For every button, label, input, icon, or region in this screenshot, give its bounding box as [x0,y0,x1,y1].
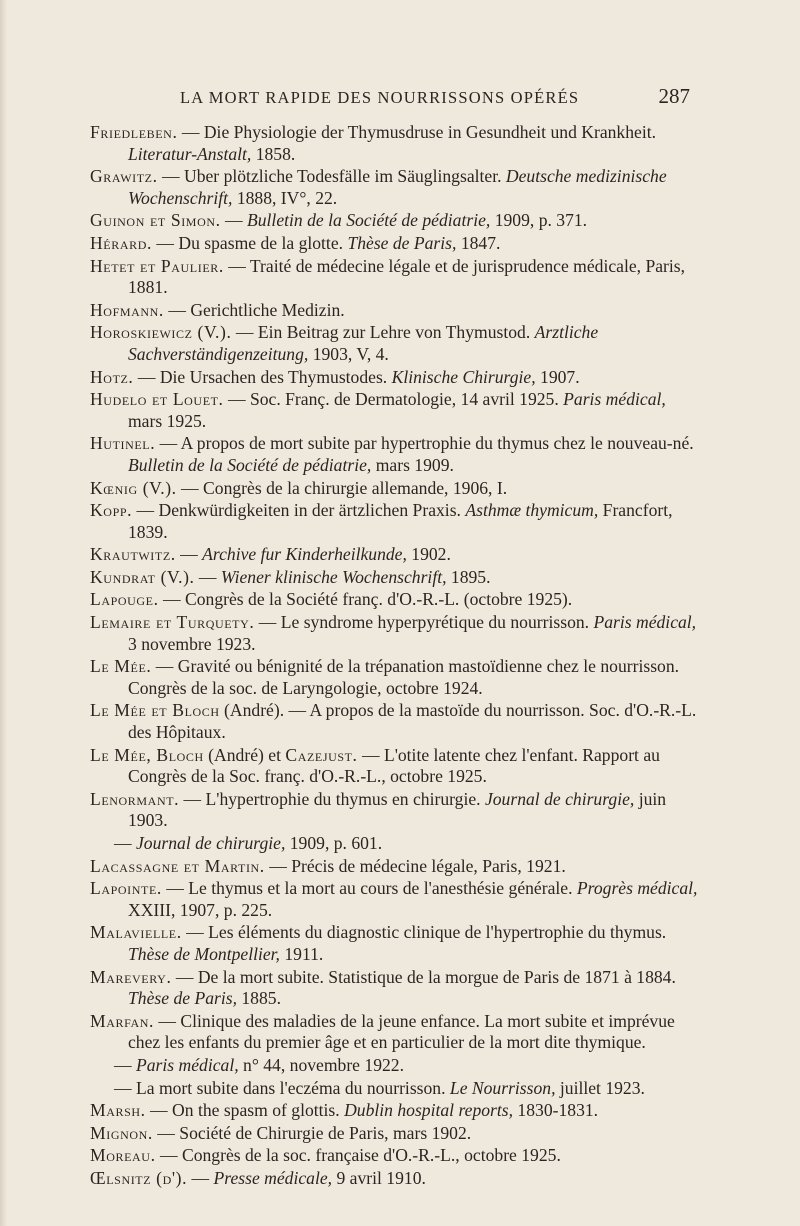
entry-details: 1911. [279,943,324,964]
bibliography-entry [90,1168,698,1190]
entry-title: Dublin hospital reports, [344,1100,514,1121]
entry-title: Paris médical, [593,612,697,633]
entry-title: Thèse de Paris, [128,988,237,1009]
entry-title: Arztliche Sachverständigenzeitung, [128,322,599,364]
entry-text: (André). — A propos de la mastoïde du nourrisson. Soc. d'O.-R.-L. des Hôpitaux. [128,700,697,743]
entry-author: Le Mée, Bloch [90,744,204,765]
entry-details: juin 1903. [128,788,667,831]
bibliography-entry [90,967,698,1010]
entry-title: Deutsche medizinische Wochenschrift, [128,166,667,208]
entry-title: Paris médical, [563,389,666,410]
entry-text: — [194,566,221,587]
bibliography-entry [90,233,698,255]
bibliography-entry [90,1011,698,1054]
entry-details: 1907. [535,366,580,387]
running-title: LA MORT RAPIDE DES NOURRISSONS OPÉRÉS [180,88,580,107]
entry-author: Hetet et Paulier. [90,255,224,276]
entry-text: — Les éléments du diagnostic clinique de l'hypertrophie du thymus. [181,922,667,943]
entry-details: Francfort, 1839. [128,500,673,542]
entry-text: — Traité de médecine légale et de jurisprudence médicale, Paris, 1881. [128,255,686,298]
entry-text: — Uber plötzliche Todesfälle im Säuglingsalter. [157,166,506,187]
entry-title: Archive fur Kinderheilkunde, [202,544,407,565]
entry-author: Le Mée et Bloch [90,700,220,721]
entry-author: Malavielle. [90,922,182,943]
page-binding-edge [0,0,7,1226]
entry-title: Paris médical, [136,1054,239,1075]
bibliography-entry [90,478,698,500]
entry-text: — [114,1054,136,1075]
entry-author: Hotz. [90,366,134,387]
entry-details: mars 1925. [128,410,207,431]
entry-title: Wiener klinische Wochenschrift, [220,566,447,587]
entry-details: 1858. [251,143,296,164]
page-number: 287 [658,84,690,108]
entry-author: Lapouge. [90,589,159,610]
entry-details: 1895. [446,566,491,587]
entry-text: — [175,544,203,565]
entry-title: Asthmæ thymicum, [465,500,599,521]
bibliography-list [90,122,698,1191]
entry-author: Lacassagne et Martin. [90,855,265,876]
entry-title: Bulletin de la Société de pédiatrie, [128,454,372,475]
entry-text: — Précis de médecine légale, Paris, 1921. [264,855,566,876]
entry-title: Thèse de Montpellier, [128,943,280,964]
bibliography-entry [90,745,698,788]
entry-details: 1847. [456,232,501,253]
entry-details: 1888, IV°, 22. [232,187,338,208]
entry-title: Le Nourrisson, [449,1077,556,1098]
bibliography-entry [90,1123,698,1145]
entry-text: — L'hypertrophie du thymus en chirurgie. [179,788,485,809]
entry-text: — Du spasme de la glotte. [151,232,348,253]
entry-text: — Gravité ou bénignité de la trépanation mastoïdienne chez le nourrisson. Congrès de la soc. de Laryngologie, octobre 1924. [128,656,680,698]
entry-title: Literatur-Anstalt, [128,143,252,164]
entry-text: — [187,1167,214,1188]
entry-title: Klinische Chirurgie, [391,366,536,387]
entry-author: Grawitz. [90,166,158,187]
bibliography-entry [90,166,698,209]
entry-details: 1902. [406,544,451,565]
entry-author: Hofmann. [90,299,164,320]
page-header [180,84,690,114]
entry-title: Progrès médical, [576,878,698,899]
entry-text: — De la mort subite. Statistique de la morgue de Paris de 1871 à 1884. [171,966,676,987]
entry-details: XXIII, 1907, p. 225. [128,899,273,920]
bibliography-entry [90,878,698,921]
entry-author: Le Mée. [90,656,152,677]
bibliography-entry [90,856,698,878]
entry-text: — Gerichtliche Medizin. [163,299,345,320]
entry-text: — La mort subite dans l'eczéma du nourrisson. [114,1077,450,1098]
bibliography-entry [90,1055,698,1077]
entry-author: Marfan. [90,1010,155,1031]
entry-author: Mignon. [90,1122,153,1143]
bibliography-entry [90,1100,698,1122]
entry-text: — Soc. Franç. de Dermatologie, 14 avril 1925. [223,389,564,410]
bibliography-entry [90,544,698,566]
entry-text: — Le syndrome hyperpyrétique du nourrisson. [254,612,594,633]
entry-details: 1909, p. 371. [490,210,588,231]
bibliography-entry [90,122,698,165]
entry-author: Lenormant. [90,788,180,809]
entry-details: 3 novembre 1923. [128,633,256,654]
entry-details: n° 44, novembre 1922. [238,1054,404,1075]
entry-text: — Denkwürdigkeiten in der ärtzlichen Praxis. [132,500,466,521]
bibliography-entry [90,389,698,432]
bibliography-entry [90,612,698,655]
entry-author: Hudelo et Louet. [90,389,224,410]
entry-text: — L'otite latente chez l'enfant. Rapport au Congrès de la Soc. franç. d'O.-R.-L., octobre 1925. [128,744,660,787]
bibliography-entry [90,1078,698,1100]
entry-text: — Die Physiologie der Thymusdruse in Gesundheit und Krankheit. [177,122,657,142]
bibliography-entry [90,589,698,611]
entry-details: 1830-1831. [513,1100,599,1121]
entry-details: 9 avril 1910. [332,1167,426,1188]
entry-details: mars 1909. [371,454,454,475]
entry-author: Lapointe. [90,878,162,899]
bibliography-entry [90,567,698,589]
entry-author: Hérard. [90,232,152,253]
bibliography-entry [90,1145,698,1167]
bibliography-entry [90,433,698,476]
bibliography-entry [90,656,698,699]
entry-title: Presse médicale, [213,1167,333,1188]
bibliography-entry [90,700,698,743]
entry-title: Journal de chirurgie, [136,833,286,853]
entry-author: Lemaire et Turquety. [90,612,255,633]
entry-text: (André) et [203,744,286,765]
entry-title: Thèse de Paris, [347,232,457,253]
entry-details: 1885. [236,988,281,1009]
entry-author: Moreau. [90,1145,156,1166]
entry-author: Kundrat (V.). [90,566,195,587]
entry-author: Guinon et Simon. [90,210,221,231]
entry-title: Journal de chirurgie, [484,788,635,809]
entry-text: — Congrès de la chirurgie allemande, 1906, I. [176,477,508,498]
entry-text: — Congrès de la soc. française d'O.-R.-L., octobre 1925. [155,1145,561,1166]
entry-details: 1903, V, 4. [308,343,389,364]
entry-text: — Société de Chirurgie de Paris, mars 1902. [152,1122,472,1143]
entry-author: Friedleben. [90,122,178,142]
entry-text: — Ein Beitrag zur Lehre von Thymustod. [231,322,535,343]
bibliography-entry [90,210,698,232]
entry-text: — [114,833,136,853]
bibliography-entry [90,256,698,299]
bibliography-entry [90,367,698,389]
entry-text: — Le thymus et la mort au cours de l'anesthésie générale. [161,878,577,899]
entry-text: — Clinique des maladies de la jeune enfance. La mort subite et imprévue chez les enfants du premier âge et en particulier de la mort dite thymique. [128,1010,675,1053]
bibliography-entry [90,833,698,855]
entry-author: Marsh. [90,1100,146,1121]
entry-author: Krautwitz. [90,544,176,565]
entry-text: — [220,210,247,231]
entry-author: Kopp. [90,500,133,521]
entry-author: Kœnig (V.). [90,477,177,498]
bibliography-entry [90,922,698,965]
entry-author: Horoskiewicz (V.). [90,322,232,343]
bibliography-entry [90,789,698,832]
entry-text: — A propos de mort subite par hypertrophie du thymus chez le nouveau-né. [155,433,694,454]
bibliography-entry [90,322,698,365]
entry-text: — Die Ursachen des Thymustodes. [133,366,392,387]
entry-author: Cazejust. [285,744,358,765]
entry-author: Œlsnitz (d'). [90,1167,188,1188]
entry-text: — Congrès de la Société franç. d'O.-R.-L. (octobre 1925). [158,589,573,610]
entry-text: — On the spasm of glottis. [145,1100,345,1121]
entry-author: Marevery. [90,966,172,987]
bibliography-entry [90,500,698,543]
entry-details: juillet 1923. [555,1077,645,1098]
entry-author: Hutinel. [90,433,156,454]
entry-title: Bulletin de la Société de pédiatrie, [247,210,491,231]
bibliography-entry [90,300,698,322]
entry-details: 1909, p. 601. [285,833,383,853]
